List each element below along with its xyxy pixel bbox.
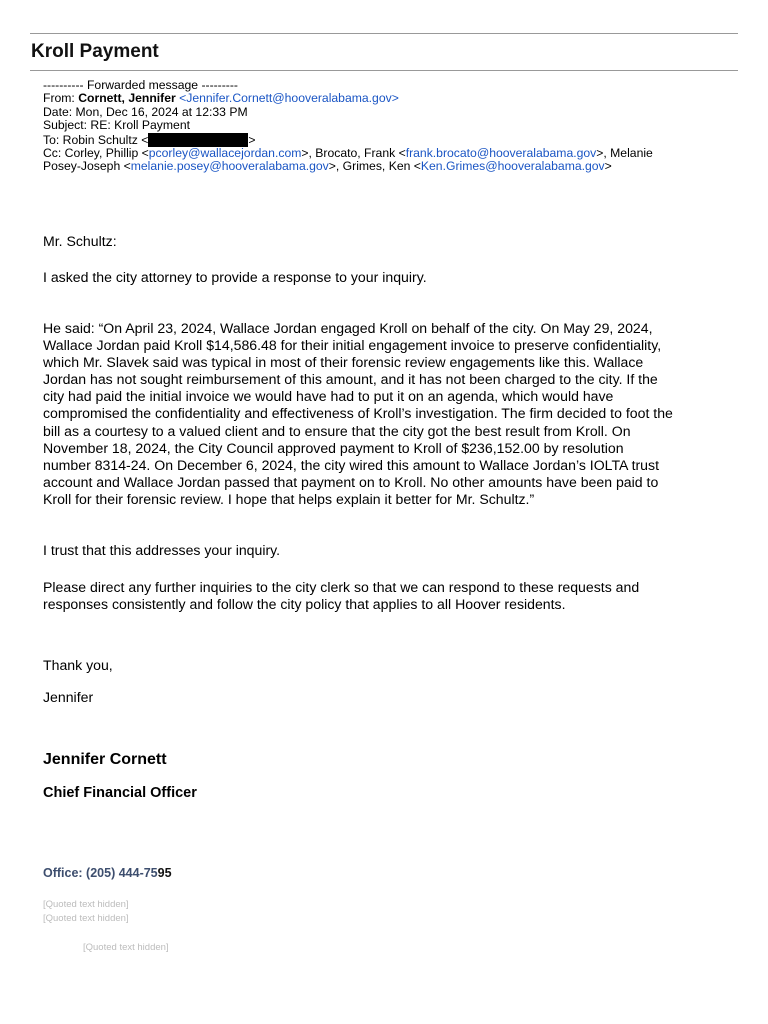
forward-separator: ---------- Forwarded message --------- <box>43 78 238 92</box>
paragraph-line: which Mr. Slavek said was typical in most of their forensic review engagements like this. Wallace <box>43 354 644 371</box>
closing: Thank you, <box>43 657 113 673</box>
quoted-text-toggle[interactable]: [Quoted text hidden] <box>43 913 129 924</box>
paragraph-3: I trust that this addresses your inquiry. <box>43 542 281 558</box>
paragraph-line: compromised the confidentiality and effectiveness of Kroll’s investigation. The firm decided to foot the <box>43 405 673 422</box>
top-rule <box>30 33 738 34</box>
signature-name: Jennifer Cornett <box>43 751 167 768</box>
cc-text: Posey-Joseph < <box>43 159 131 174</box>
to-suffix: > <box>248 132 256 147</box>
paragraph-2 <box>43 320 733 508</box>
sender-first-name: Jennifer <box>43 689 94 705</box>
from-email-link[interactable]: <Jennifer.Cornett@hooveralabama.gov> <box>179 91 399 106</box>
cc-prefix: Cc: Corley, Phillip < <box>43 146 149 161</box>
office-tail: 95 <box>157 866 172 880</box>
office-label: Office: (205) 444-75 <box>43 866 158 880</box>
paragraph-line: city had paid the initial invoice we would have had to put it on an agenda, which would have <box>43 388 614 405</box>
cc-email-posey[interactable]: melanie.posey@hooveralabama.gov <box>130 159 329 174</box>
cc-line <box>43 147 733 160</box>
from-line <box>43 92 733 105</box>
paragraph-1: I asked the city attorney to provide a response to your inquiry. <box>43 269 427 285</box>
paragraph-line: Jordan has not sought reimbursement of this amount, and it has not been charged to the city. If the <box>43 371 658 388</box>
title-rule <box>30 70 738 71</box>
cc-text: >, Brocato, Frank < <box>301 146 406 161</box>
date-line: Date: Mon, Dec 16, 2024 at 12:33 PM <box>43 104 248 119</box>
cc-email-brocato[interactable]: frank.brocato@hooveralabama.gov <box>405 146 597 161</box>
paragraph-4 <box>43 579 733 613</box>
paragraph-line: Kroll for their forensic review. I hope that helps explain it better for Mr. Schultz.” <box>43 490 535 507</box>
signature-title: Chief Financial Officer <box>43 785 197 801</box>
cc-text: >, Grimes, Ken < <box>328 159 421 174</box>
cc-email-corley[interactable]: pcorley@wallacejordan.com <box>148 146 302 161</box>
from-name: Cornett, Jennifer <box>78 91 176 106</box>
paragraph-line: Wallace Jordan paid Kroll $14,586.48 for their initial engagement invoice to preserve confidentiality, <box>43 337 662 354</box>
paragraph-line: account and Wallace Jordan passed that payment on to Kroll. No other amounts have been paid to <box>43 473 659 490</box>
cc-email-grimes[interactable]: Ken.Grimes@hooveralabama.gov <box>420 159 605 174</box>
from-label: From: <box>43 91 79 106</box>
redaction-box <box>148 133 248 147</box>
greeting: Mr. Schultz: <box>43 233 117 249</box>
to-prefix: To: Robin Schultz < <box>43 132 149 147</box>
subject-title: Kroll Payment <box>31 41 159 62</box>
to-line <box>43 133 733 147</box>
paragraph-line: responses consistently and follow the city policy that applies to all Hoover residents. <box>43 596 566 613</box>
paragraph-line: number 8314-24. On December 6, 2024, the city wired this amount to Wallace Jordan’s IOLTA trust <box>43 456 659 473</box>
paragraph-line: November 18, 2024, the City Council approved payment to Kroll of $236,152.00 by resolution <box>43 439 624 456</box>
quoted-text-toggle[interactable]: [Quoted text hidden] <box>43 899 129 910</box>
office-phone <box>43 866 172 880</box>
paragraph-line: Please direct any further inquiries to the city clerk so that we can respond to these requests and <box>43 579 640 595</box>
paragraph-line: bill as a courtesy to a valued client and to ensure that the city got the best result from Kroll. On <box>43 422 631 439</box>
forward-header <box>43 79 733 174</box>
quoted-text-toggle[interactable]: [Quoted text hidden] <box>83 942 169 953</box>
cc-text: > <box>604 159 612 174</box>
subject-line: Subject: RE: Kroll Payment <box>43 118 190 133</box>
paragraph-line: He said: “On April 23, 2024, Wallace Jordan engaged Kroll on behalf of the city. On May 29, 2024, <box>43 320 653 336</box>
cc-line-2 <box>43 160 733 173</box>
cc-text: >, Melanie <box>596 146 653 161</box>
